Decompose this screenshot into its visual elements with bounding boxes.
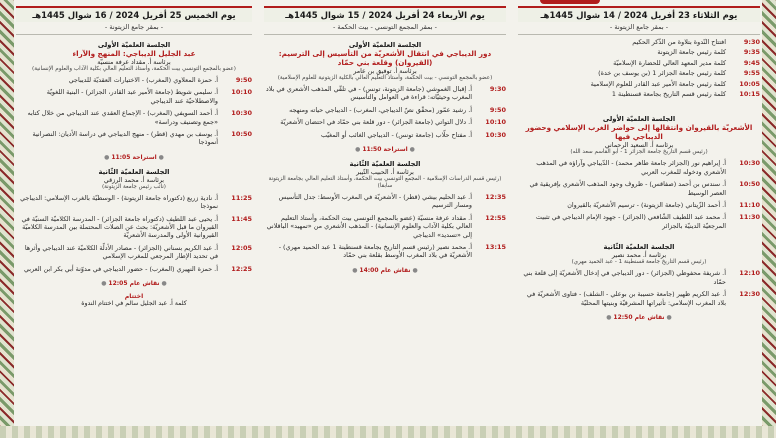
bullet-icon: ●: [664, 313, 672, 321]
item-text: أ. حمزة النهيري (المغرب) - حضور الديباجي في مدوّنة أبي بكر ابن العربي: [23, 264, 218, 273]
top-decoration: [540, 0, 600, 4]
session-block: [16, 41, 252, 73]
time: 11:25: [231, 193, 252, 202]
bullet-icon: ●: [156, 153, 164, 161]
program-row: [16, 244, 252, 261]
day-column-wednesday: [264, 6, 506, 424]
item-text: أ. إبراهيم نور (الجزائر جامعة طاهر محمد) - الدّيباجي وآراؤه في المذهب الأشعري ودخوله للمغرب العربي: [536, 159, 726, 176]
break-label: ● استراحة 11:05 ●: [104, 153, 164, 161]
break-label: ● استراحة 11:50 ●: [355, 146, 415, 154]
time: 11:30: [739, 213, 760, 222]
time: 10:15: [739, 90, 760, 99]
session-title: الجلسة العلميّة الأولى: [97, 41, 171, 49]
time: 10:10: [231, 88, 252, 97]
time: 10:30: [739, 159, 760, 168]
session-chair-note: (عضو بالمجمع التونسي - بيت الحكمة، وأستاذ التعليم العالي بالكلية الزيتونية للعلوم الإسلامية): [277, 75, 493, 81]
program-row: [16, 130, 252, 147]
item-text: كلمة مدير المعهد العالي للحضارة الإسلاميّة: [613, 58, 726, 67]
venue: - بمقر المجمع التونسي - بيت الحكمة -: [264, 22, 506, 35]
item-text: أ. مقداد عرفة منسيّة (عضو بالمجمع التونسي بيت الحكمة، وأستاذ التعليم العالي بكلية الآداب والعلوم الإنسانية) - المذهب الأشعري من «تمهيد» الباقلاني إلى «تسديد» الديباجي: [266, 213, 472, 239]
time: 12:30: [739, 290, 760, 299]
session-title: الجلسة العلميّة الثّانية: [603, 243, 675, 252]
right-ornament-border: [762, 0, 776, 438]
item-text: أ. حمزة المعلاوي (المغرب) - الاختيارات العقديّة للديباجي: [68, 76, 218, 84]
time: 12:35: [485, 193, 506, 202]
time: 11:10: [739, 201, 760, 210]
closing-label: اختتام: [124, 293, 144, 301]
time: 9:30: [743, 38, 760, 46]
time: 9:50: [235, 76, 252, 84]
session-chair-note: (رئيس قسم التاريخ جامعة الجزائر 1 - أبو القاسم سعد الله): [570, 149, 708, 156]
time: 10:30: [231, 109, 252, 118]
time: 9:30: [489, 85, 506, 93]
program-row: [264, 85, 506, 102]
program-row: [518, 159, 760, 176]
program-row: [264, 193, 506, 210]
time: 10:10: [485, 118, 506, 127]
closing-text: كلمة أ. عبد الجليل سالم في اختتام الندوة: [81, 300, 187, 308]
time: 10:30: [485, 130, 506, 139]
session-title: الجلسة العلميّة الأولى: [602, 115, 676, 124]
item-text: أ. أحمد السويفي (المغرب) - الإجماع العقدي عند الديباجي من خلال كتابه «جمع وتصنيف ودراسة»: [27, 109, 218, 126]
program-row: [264, 243, 506, 260]
bullet-icon: ●: [410, 266, 418, 274]
discussion-label: ● نقاش عام 12:50 ●: [606, 313, 672, 321]
session-block: [264, 160, 506, 190]
item-text: أ. مفتاح حلّاب (جامعة تونس) - الديباجي الغائب أو المغيّب: [320, 130, 472, 139]
program-row: [518, 201, 760, 209]
item-text: أ. سندس بن أحمد (صفاقس) - ظروف وجود المذهب الأشعري بإفريقية في العصر الوسيط: [529, 180, 726, 197]
program-row: [264, 131, 506, 139]
venue: - بمقر جامع الزيتونة -: [16, 22, 252, 35]
bottom-ornament-strip: [0, 426, 776, 438]
discussion-label: ● نقاش عام 12:05 ●: [101, 280, 167, 288]
program-row: [16, 76, 252, 84]
time: 12:10: [739, 269, 760, 278]
program-row: [518, 90, 760, 98]
program-row: [518, 290, 760, 307]
program-row: [518, 269, 760, 286]
left-ornament-border: [0, 0, 14, 438]
program-row: [518, 180, 760, 197]
time: 13:15: [485, 243, 506, 252]
program-row: [264, 214, 506, 239]
session-title: الجلسة العلميّة الأولى: [348, 41, 422, 49]
day-header: يوم الأربعاء 24 أفريل 2024 / 15 شوال 1445هـ: [264, 6, 506, 22]
program-row: [16, 265, 252, 273]
discussion-label: ● نقاش عام 14:00 ●: [352, 266, 418, 274]
day-column-tuesday: [518, 6, 760, 424]
session-chair-note: (نائب رئيس جامعة الزيتونة): [102, 183, 166, 190]
session-chair-note: (رئيس قسم التاريخ جامعة قسنطينة 1 - عبد الحميد مهري): [571, 259, 707, 266]
session-title: الجلسة العلميّة الثّانية: [98, 167, 170, 176]
time: 9:55: [743, 69, 760, 78]
program-row: [264, 118, 506, 126]
program-row: [518, 59, 760, 67]
item-text: أ. نادية زريع (دكتوراه جامعة الزيتونة) - الوسطيّة بالغرب الإسلامي: الديباجي نموذجا: [20, 193, 218, 211]
item-text: أ. سليمي شويط (جامعة الأمير عبد القادر، الجزائر) - البنية اللغويّة والاصطلاحيّة عند الديباجي: [46, 88, 218, 105]
time: 9:45: [743, 58, 760, 67]
program-row: [16, 88, 252, 105]
session-chair: برئاسة أ. محمد نصير: [611, 252, 667, 260]
session-chair: برئاسة أ. الحبيب التّيبر: [356, 169, 414, 177]
session-block: [518, 243, 760, 266]
item-text: أ. إقبال الغموشي (جامعة الزيتونة، تونس) - في تلقّي المذهب الأشعري في بلاد المغرب وحيثيّاته: قراءة في العوامل والتأسيس: [265, 85, 472, 102]
session-chair: برئاسة أ. السعيد الرحماني: [604, 142, 674, 150]
item-text: كلمة رئيس جامعة الأمير عبد القادر للعلوم الإسلامية: [590, 79, 726, 88]
item-text: أ. عبد الحليم بيشي (قطر) - الأشعريّة في المغرب الأوسط: جدل التأسيس ومسار الترسيم: [278, 193, 472, 210]
session-chair: برئاسة أ. محمد الرزقي: [103, 176, 165, 184]
time: 12:25: [231, 264, 252, 273]
item-text: أ. يحيى عبد اللطيف (دكتوراه جامعة الجزائر) - المدرسة الكلاميّة السنيّة في القيروان ما قبل الأشعريّة: بحث عن الصلات المحتملة بين المدرسة الكلاميّة القيروانية الأولى والمدرسة الأشعريّة: [21, 214, 218, 240]
day-column-thursday: [16, 6, 252, 424]
item-text: كلمة رئيس جامعة الجزائر 1 (بن يوسف بن خدة): [598, 69, 726, 78]
item-text: أ. يوسف بن مهدي (قطر) - منهج الديباجي في دراسة الأديان: النصرانية أنموذجا: [32, 130, 218, 147]
item-text: أ. عبد الكريم بسناني (الجزائر) - مصادر الأدلّة الكلاميّة عند الديباجي وأثرها في تحديد الإطار المرجعي للمغرب الإسلامي: [24, 243, 218, 261]
program-row: [16, 109, 252, 126]
item-text: أ. أحمد الزّيتاني (جامعة الزيتونة) - ترسيم الأشعريّة بالقيروان: [567, 201, 726, 210]
item-text: كلمة رئيس قسم التاريخ بجامعة قسنطينة 1: [611, 90, 726, 99]
session-block: [518, 115, 760, 156]
time: 10:50: [739, 180, 760, 189]
time: 9:50: [489, 105, 506, 114]
session-chair: برئاسة أ. توفيق بن عامر: [353, 68, 417, 75]
item-text: أ. عبد الكريم ظهير (جامعة حسيبة بن بوعلي - الشلف) - فتاوى الأشعريّة في بلاد المغرب الإسلامي: تأثيراتها المشرقيّة وبنيتها المحليّة: [526, 290, 726, 307]
program-row: [518, 80, 760, 88]
program-row: [518, 213, 760, 230]
program-row: [264, 106, 506, 114]
item-text: أ. رشيد عمّور (محقّق نصّ الديباجي، المغرب) - الديباجي حياته ومنهجه: [289, 105, 472, 114]
session-topic: دور الديباجي في انتقال الأشعريّة من التأسيس إلى الترسيم: (القيروان) وقلعة بني حمّاد: [278, 49, 492, 67]
venue: - بمقر جامع الزيتونة -: [518, 22, 760, 35]
time: 10:50: [231, 130, 252, 139]
session-topic: عبد الجليل الديباجي: المنهج والآراء: [72, 49, 196, 58]
program-row: [16, 215, 252, 240]
time: 11:45: [231, 214, 252, 223]
item-text: افتتاح النّدوة بتلاوة من الذّكر الحكيم: [632, 38, 726, 46]
program-row: [16, 194, 252, 211]
item-text: كلمة رئيس جامعة الزيتونة: [657, 48, 726, 57]
item-text: أ. محمد عبد اللطيف الشّافعي (الجزائر) - جهود الإمام الديباجي في تثبيت المرجعيّة الدينيّة بالجزائر: [535, 213, 726, 230]
session-chair-note: (عضو بالمجمع التونسي بيت الحكمة، وأستاذ التعليم العالي بكلية الآداب والعلوم الإنسانية): [32, 66, 236, 72]
time: 10:05: [739, 79, 760, 88]
time: 9:35: [743, 48, 760, 57]
program-row: [518, 48, 760, 56]
day-header: يوم الخميس 25 أفريل 2024 / 16 شوال 1445هـ: [16, 6, 252, 22]
program-row: [518, 69, 760, 77]
session-chair-note: (رئيس قسم الدراسات الإسلامية - المجمع التونسي بيت الحكمة، وأستاذ التعليم العالي بجامعة الزيتونة سابقا): [268, 176, 502, 190]
bullet-icon: ●: [407, 146, 415, 154]
item-text: أ. شريفة محفوظي (الجزائر) - دور الديباجي في إدخال الأشعريّة إلى قلعة بني حمّاد: [523, 269, 726, 286]
time: 12:05: [231, 243, 252, 252]
session-block: [16, 168, 252, 191]
closing-block: [16, 293, 252, 307]
session-block: [264, 41, 506, 82]
session-chair: برئاسة أ. مقداد عرفة منسيّة: [97, 59, 171, 66]
session-topic: الأشعريّة بالقيروان وانتقالها إلى حواضر الغرب الإسلامي وحضور الديباجي فيها: [525, 123, 753, 142]
item-text: أ. دلال التواتي (جامعة الجزائر) - دور قلعة بني حمّاد في احتضان الأشعريّة: [280, 118, 472, 127]
session-title: الجلسة العلميّة الثّانية: [349, 160, 421, 169]
day-header: يوم الثلاثاء 23 أفريل 2024 / 14 شوال 1445هـ: [518, 6, 760, 22]
time: 12:55: [485, 213, 506, 222]
bullet-icon: ●: [159, 280, 167, 288]
program-row: [518, 38, 760, 46]
item-text: أ. محمد نصير (رئيس قسم التاريخ بجامعة قسنطينة 1 عبد الحميد مهري) - الأشعريّة في بلاد المغرب الأوسط بقلعة بني حمّاد: [278, 243, 472, 260]
